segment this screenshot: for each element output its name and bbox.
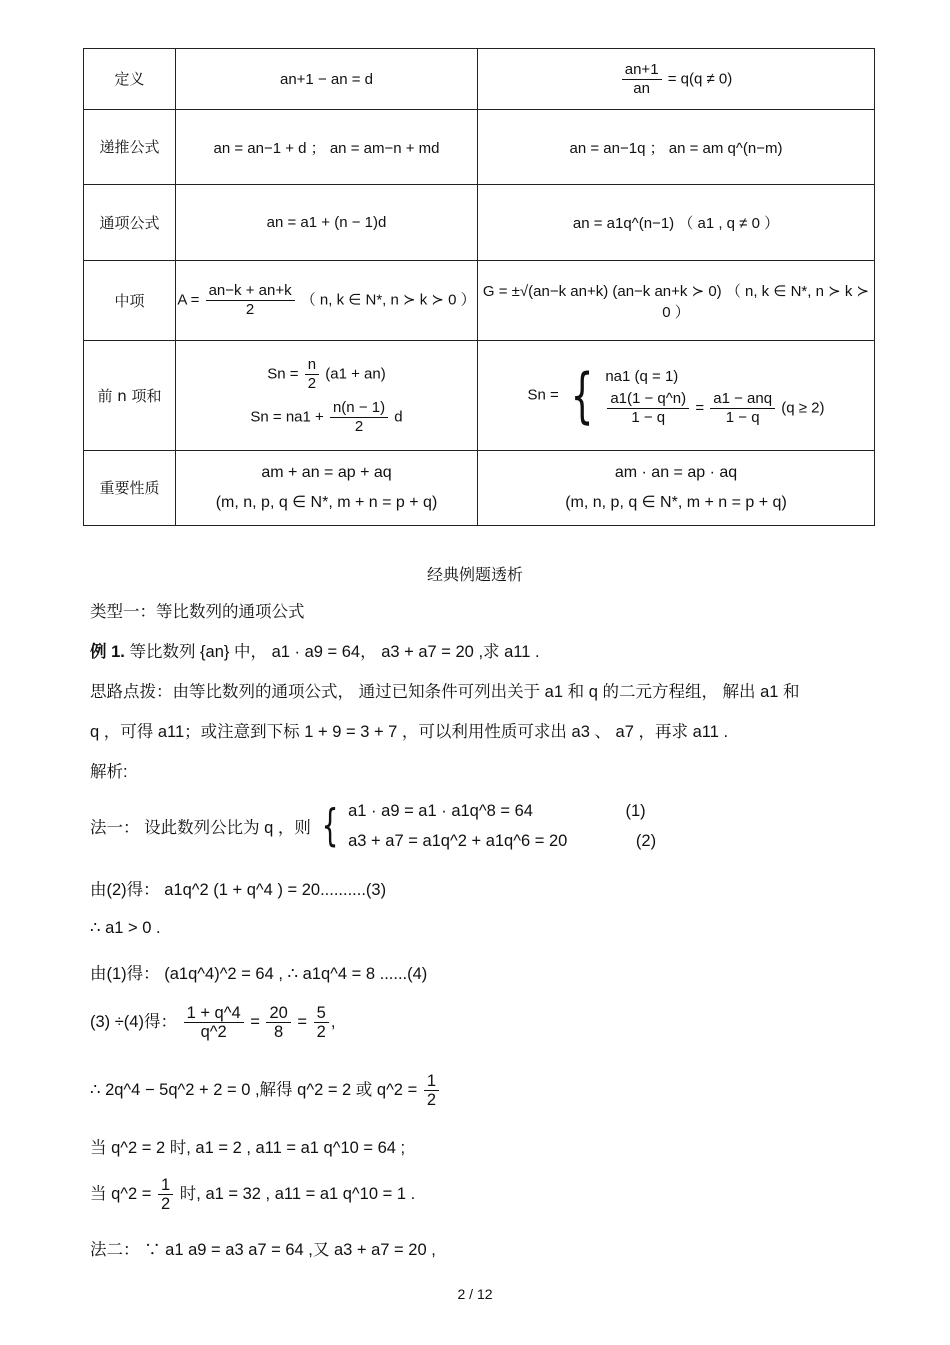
table-row-partial-sum — [84, 341, 875, 451]
arith-partial-sum — [176, 341, 478, 451]
geo-general-term: an = a1q^(n−1) （ a1 , q ≠ 0 ） — [478, 185, 875, 261]
numerator: an−k + an+k — [206, 282, 295, 301]
page-number: 2 / 12 — [457, 1286, 493, 1302]
row-label: 中项 — [84, 261, 176, 341]
formula-lhs: Sn = — [527, 386, 559, 404]
property-line-2: (m, n, p, q ∈ N*, m + n = p + q) — [565, 494, 787, 511]
row-label: 前 n 项和 — [84, 341, 176, 451]
numerator: 1 — [424, 1072, 439, 1091]
arith-mean — [176, 261, 478, 341]
equation-1 — [348, 796, 656, 826]
table-row-mean — [84, 261, 875, 341]
row-label: 通项公式 — [84, 185, 176, 261]
geo-partial-sum — [478, 341, 875, 451]
line-tail: 时, a1 = 32 , a11 = a1 q^10 = 1 . — [179, 1184, 416, 1203]
equation-1-text: a1 · a9 = a1 · a1q^8 = 64 — [348, 802, 533, 820]
numerator: a1(1 − q^n) — [607, 390, 689, 409]
row-label: 定义 — [84, 49, 176, 110]
formula-tail: (a1 + an) — [325, 364, 386, 382]
numerator: 5 — [314, 1004, 329, 1023]
fraction — [184, 1004, 244, 1041]
formula-tail: （ n, k ∈ N*, n ≻ k ≻ 0 ） — [300, 291, 476, 309]
fraction — [314, 1004, 329, 1041]
property-line-1: am + an = ap + aq — [261, 464, 392, 481]
denominator: 2 — [316, 1023, 326, 1041]
example-text: 等比数列 {an} 中， a1 · a9 = 64， a3 + a7 = 20 ,求 a11 . — [129, 643, 540, 661]
fraction — [607, 390, 689, 427]
step-line-c: 由(1)得： (a1q^4)^2 = 64 , ∴ a1q^4 = 8 ......(4) — [90, 965, 428, 983]
fraction — [424, 1072, 439, 1109]
equals-sign: = — [695, 399, 705, 417]
denominator: 2 — [426, 1091, 436, 1109]
geo-mean: G = ±√(an−k an+k) (an−k an+k ≻ 0) （ n, k ∈ N*, n ≻ k ≻ 0 ） — [478, 261, 875, 341]
analysis-label: 解析: — [90, 763, 128, 781]
piecewise-cases — [605, 364, 824, 427]
method-1-prefix: 法一： 设此数列公比为 q ，则 — [90, 819, 311, 837]
geo-recursion: an = an−1q ； an = am q^(n−m) — [478, 110, 875, 185]
row-label: 递推公式 — [84, 110, 176, 185]
denominator: q^2 — [200, 1023, 227, 1041]
numerator: n — [305, 356, 319, 375]
system-brace: { — [321, 800, 338, 851]
numerator: an+1 — [622, 61, 662, 80]
method-1 — [90, 796, 656, 856]
table-row-properties — [84, 451, 875, 526]
denominator: 2 — [161, 1195, 171, 1213]
formula-tail: d — [394, 407, 403, 425]
example-1 — [90, 638, 540, 662]
geo-definition — [478, 49, 875, 110]
arith-definition: an+1 − an = d — [176, 49, 478, 110]
numerator: 1 + q^4 — [184, 1004, 244, 1023]
numerator: 20 — [266, 1004, 290, 1023]
step-line-d: (3) ÷(4)得： $\frac{1 + q\^{}4}{q\^{}2}$ = $\frac{20}{8}$ = $\frac{5}{2}$ , — [90, 1004, 336, 1041]
equation-2-tag: (2) — [635, 832, 657, 850]
equation-system — [348, 796, 656, 856]
arith-general-term: an = a1 + (n − 1)d — [176, 185, 478, 261]
numerator: a1 − anq — [710, 390, 775, 409]
formula-lhs: A = — [177, 291, 200, 309]
table-row-recursion — [84, 110, 875, 185]
step-line-a: 由(2)得： a1q^2 (1 + q^4 ) = 20..........(3) — [90, 881, 387, 899]
denominator: 2 — [245, 301, 255, 318]
fraction — [158, 1176, 173, 1213]
fraction — [330, 399, 388, 436]
section-title: 经典例题透析 — [426, 565, 523, 584]
table-row-definition — [84, 49, 875, 110]
numerator: 1 — [158, 1176, 173, 1195]
hint-line-1: 思路点拨：由等比数列的通项公式， 通过已知条件可列出关于 a1 和 q 的二元方程组， 解出 a1 和 — [90, 683, 800, 701]
case-2 — [605, 390, 824, 427]
equation-2 — [348, 826, 656, 856]
arith-property — [176, 451, 478, 526]
sum-formula-2 — [176, 399, 477, 436]
equation-1-tag: (1) — [625, 802, 646, 820]
line-prefix: 当 q^2 = — [90, 1184, 152, 1203]
line-text: ∴ 2q^4 − 5q^2 + 2 = 0 ,解得 q^2 = 2 或 q^2 = — [90, 1080, 418, 1099]
formula-lhs: Sn = — [267, 364, 299, 382]
formula-lhs: Sn = na1 + — [250, 407, 324, 425]
property-line-1: am · an = ap · aq — [614, 464, 738, 481]
denominator: 2 — [354, 417, 364, 435]
step-line-b: ∴ a1 > 0 . — [90, 919, 161, 937]
sum-formula-1 — [176, 356, 477, 393]
denominator: 8 — [274, 1023, 284, 1041]
hint-line-2: q ，可得 a11；或注意到下标 1 + 9 = 3 + 7 ，可以利用性质可求出 a3 、 a7 ，再求 a11 . — [90, 723, 729, 741]
denominator: 2 — [307, 374, 317, 392]
table-row-general-term — [84, 185, 875, 261]
type-heading: 类型一：等比数列的通项公式 — [90, 602, 305, 621]
fraction — [305, 356, 319, 393]
arith-recursion: an = an−1 + d ； an = am−n + md — [176, 110, 478, 185]
condition: (q ≥ 2) — [781, 399, 825, 417]
fraction — [266, 1004, 290, 1041]
fraction — [206, 282, 295, 319]
left-brace: { — [570, 360, 594, 431]
row-label: 重要性质 — [84, 451, 176, 526]
formula-tail: = q(q ≠ 0) — [667, 69, 733, 87]
geo-property — [478, 451, 875, 526]
step-line-g — [90, 1176, 415, 1213]
fraction — [710, 390, 775, 427]
comparison-table — [83, 48, 875, 526]
example-label: 例 1. — [90, 643, 125, 661]
line-prefix: (3) ÷(4)得： — [90, 1012, 177, 1031]
fraction — [622, 61, 662, 98]
denominator: 1 − q — [725, 409, 760, 426]
case-1: na1 (q = 1) — [605, 368, 679, 385]
property-line-2: (m, n, p, q ∈ N*, m + n = p + q) — [215, 494, 438, 511]
numerator: n(n − 1) — [330, 399, 388, 418]
method-2: 法二： ∵ a1 a9 = a3 a7 = 64 ,又 a3 + a7 = 20 , — [90, 1241, 436, 1259]
step-line-f: 当 q^2 = 2 时, a1 = 2 , a11 = a1 q^10 = 64 ; — [90, 1139, 406, 1157]
denominator: an — [633, 79, 650, 97]
equation-2-text: a3 + a7 = a1q^2 + a1q^6 = 20 — [348, 832, 568, 850]
denominator: 1 − q — [631, 409, 666, 426]
step-line-e — [90, 1072, 441, 1109]
